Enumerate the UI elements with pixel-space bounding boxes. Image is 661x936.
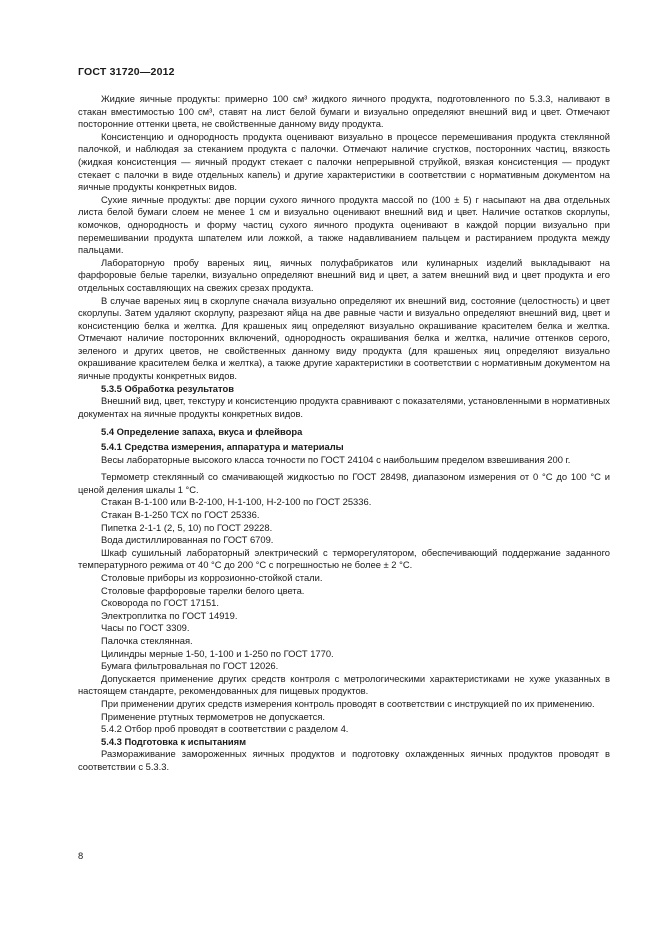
list-item: Часы по ГОСТ 3309.: [101, 622, 190, 634]
list-item: Пипетка 2-1-1 (2, 5, 10) по ГОСТ 29228.: [101, 521, 273, 533]
paragraph: Применение ртутных термометров не допускается.: [101, 710, 326, 722]
section-heading: 5.4.1 Средства измерения, аппаратура и материалы: [101, 441, 344, 453]
paragraph: В случае вареных яиц в скорлупе сначала визуально определяют их внешний вид, состояние (целостность) и цвет скорлупы. Затем удаляют скорлупу, разрезают яйца на две равные части и визуально определяют внешний вид, цвет и консистенцию белка и желтка. Для крашеных яиц определяют визуально окрашивание красителем белка и желтка. Отмечают наличие посторонних включений, однородность окрашивания белка и желтка, наличие оттенков серого, зеленого и других цветов, не свойственных данному виду продукта (для крашеных яиц определяют визуально окрашивание красителем белка и желтка), а также другие характеристики в соответствии с нормативным документом на яичные продукты конкретных видов.: [78, 294, 610, 382]
paragraph: Внешний вид, цвет, текстуру и консистенцию продукта сравнивают с показателями, установленными в нормативных документах на яичные продукты конкретных видов.: [78, 395, 610, 419]
document-body: [78, 93, 610, 773]
paragraph: Размораживание замороженных яичных продуктов и подготовку охлажденных яичных продуктов проводят в соответствии с 5.3.3.: [78, 748, 610, 772]
paragraph: Термометр стеклянный со смачивающей жидкостью по ГОСТ 28498, диапазоном измерения от 0 °С до 100 °С и ценой деления шкалы 1 °С.: [78, 471, 610, 495]
list-item: Столовые приборы из коррозионно-стойкой стали.: [101, 571, 323, 583]
section-heading: 5.4.3 Подготовка к испытаниям: [101, 735, 247, 747]
list-item: Столовые фарфоровые тарелки белого цвета.: [101, 584, 305, 596]
list-item: Стакан В-1-250 ТСХ по ГОСТ 25336.: [101, 509, 260, 520]
list-item: Палочка стеклянная.: [101, 634, 193, 646]
section-heading: 5.4 Определение запаха, вкуса и флейвора: [101, 426, 303, 438]
paragraph: Лабораторную пробу вареных яиц, яичных полуфабрикатов или кулинарных изделий выкладывают на фарфоровые белые тарелки, визуально определяют внешний вид и цвет, а затем внешний вид и цвет продукта и его отдельных составляющих на свежих срезах продукта.: [78, 256, 610, 293]
document-code: ГОСТ 31720—2012: [78, 66, 175, 78]
list-item: Вода дистиллированная по ГОСТ 6709.: [101, 534, 274, 546]
paragraph: Консистенцию и однородность продукта оценивают визуально в процессе перемешивания продукта стеклянной палочкой, и наблюдая за стеканием продукта с палочки. Отмечают наличие сгустков, посторонних частиц, вязкость (жидкая консистенция — яичный продукт стекает с палочки непрерывной струйкой, вязкая консистенция — продукт стекает с палочки в виде отдельных капель) и другие характеристики в соответствии с нормативным документом на яичные продукты конкретных видов.: [78, 130, 610, 193]
paragraph: 5.4.2 Отбор проб проводят в соответствии с разделом 4.: [101, 723, 349, 735]
section-heading: 5.3.5 Обработка результатов: [101, 382, 234, 394]
list-item: Электроплитка по ГОСТ 14919.: [101, 609, 238, 621]
paragraph: При применении других средств измерения контроль проводят в соответствии с инструкцией по их применению.: [101, 697, 595, 709]
paragraph: Допускается применение других средств контроля с метрологическими характеристиками не хуже указанных в настоящем стандарте, рекомендованных для пищевых продуктов.: [78, 672, 610, 697]
paragraph: Шкаф сушильный лабораторный электрический с терморегулятором, обеспечивающий поддержание заданного температурного режима от 40 °С до 200 °С с погрешностью не более ± 2 °С.: [78, 546, 610, 571]
list-item: Бумага фильтровальная по ГОСТ 12026.: [101, 660, 279, 672]
list-item: Цилиндры мерные 1-50, 1-100 и 1-250 по ГОСТ 1770.: [101, 647, 334, 659]
page-number: 8: [78, 850, 84, 861]
list-item: Стакан В-1-100 или В-2-100, Н-1-100, Н-2-100 по ГОСТ 25336.: [101, 496, 372, 508]
paragraph: Жидкие яичные продукты: примерно 100 см³ жидкого яичного продукта, подготовленного по 5.3.3, наливают в стакан вместимостью 100 см³, ставят на лист белой бумаги и визуально определяют внешний вид и цвет. Отмечают посторонние оттенки цвета, не свойственные данному виду продукта.: [78, 93, 610, 130]
list-item: Сковорода по ГОСТ 17151.: [101, 597, 219, 609]
paragraph: Сухие яичные продукты: две порции сухого яичного продукта массой по (100 ± 5) г насыпают на два отдельных листа белой бумаги слоем не менее 1 см и визуально оценивают внешний вид и цвет. Наличие остатков скорлупы, комочков, однородность и форму частиц сухого яичного продукта оценивают в каждой порции визуально при перемешивании продукта шпателем или ложкой, а также надавливанием пальцем и растиранием продукта между пальцами.: [78, 193, 610, 256]
paragraph: Весы лабораторные высокого класса точности по ГОСТ 24104 с наибольшим пределом взвешивания 200 г.: [101, 453, 571, 465]
